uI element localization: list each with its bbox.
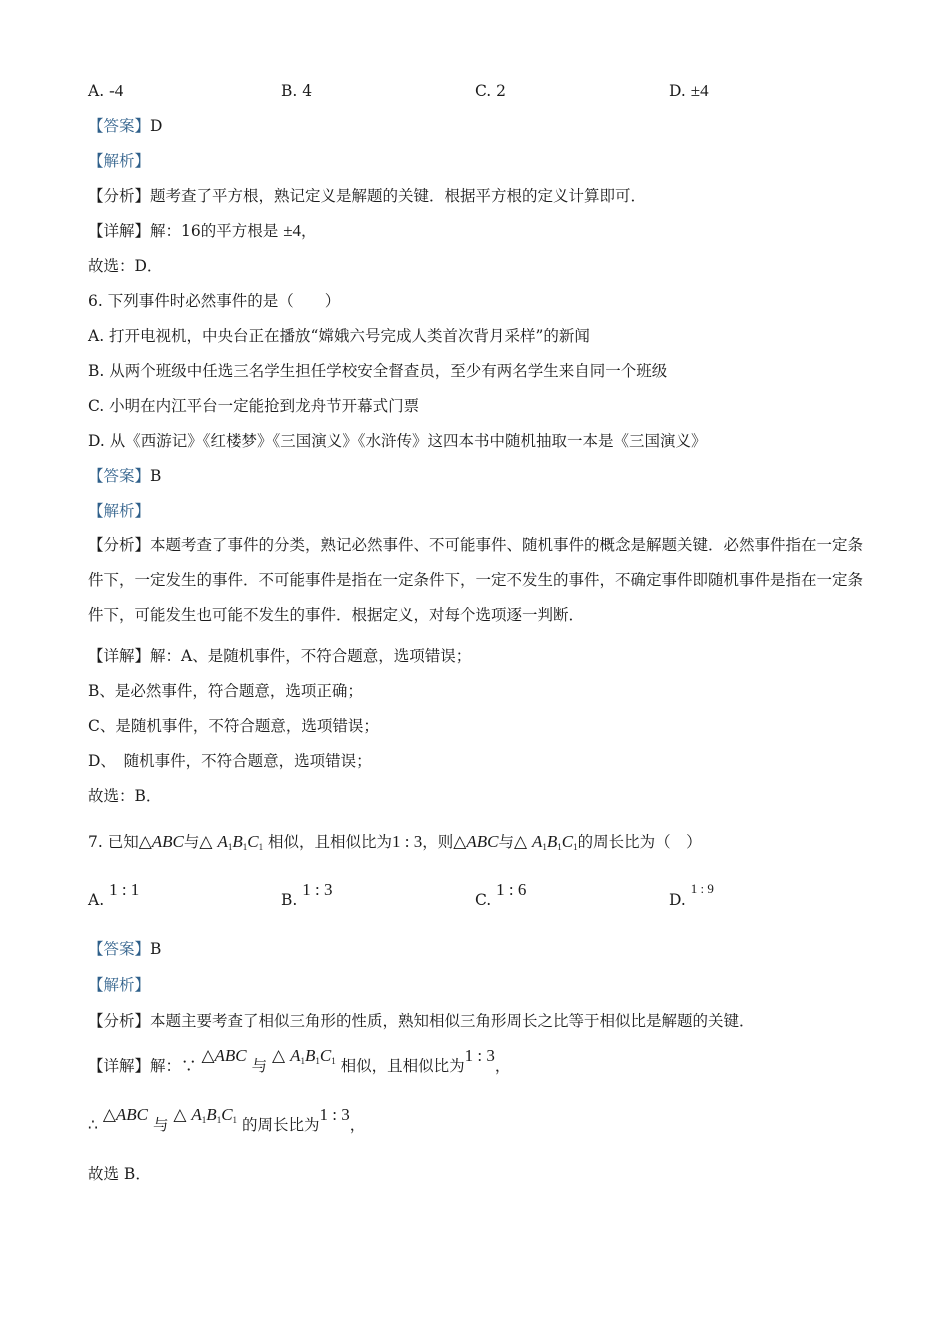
q6-fenxi: 【分析】本题考查了事件的分类，熟记必然事件、不可能事件、随机事件的概念是解题关键．必然事件指在一定条件下，一定发生的事件．不可能事件是指在一定条件下，一定不发生的事件，不确定事件即随机事件是指在一定条件下，可能发生也可能不发生的事件．根据定义，对每个选项逐一判断．: [88, 536, 864, 624]
q5-option-c: C. 2: [475, 82, 507, 100]
q6-option-a: A. 打开电视机，中央台正在播放“嫦娥六号完成人类首次背月采样”的新闻: [88, 327, 590, 345]
q6-choose: 故选：B．: [88, 787, 162, 805]
q5-option-d: D. ±4: [669, 81, 709, 100]
q5-option-a: A. -4: [88, 81, 124, 100]
q7-detail: 【详解】解：∵ △ABC 与 △ $A_1B_1C_1$ 相似，且相似比为1 : 3，: [88, 1046, 511, 1075]
q6-detail-c: C、是随机事件，不符合题意，选项错误；: [88, 717, 379, 735]
q7-option-a: A. 1 : 1: [88, 880, 140, 909]
q6-option-d: D. 从《西游记》《红楼梦》《三国演义》《水浒传》这四本书中随机抽取一本是《三国演义》: [88, 432, 707, 450]
q7-option-c: C. 1 : 6: [475, 880, 527, 909]
q7-fenxi: 【分析】本题主要考查了相似三角形的性质，熟知相似三角形周长之比等于相似比是解题的关键．: [88, 1012, 755, 1030]
q6-option-b: B. 从两个班级中任选三名学生担任学校安全督查员，至少有两名学生来自同一个班级: [88, 362, 668, 380]
q6-detail-d: D、 随机事件，不符合题意，选项错误；: [88, 752, 372, 770]
q7-stem: 7. 已知△ABC与△ $A_1B_1C_1$ 相似，且相似比为1 : 3，则△ABC与△ $A_1B_1C_1$的周长比为（ ）: [88, 832, 702, 852]
q6-stem: 6. 下列事件时必然事件的是（ ）: [88, 292, 341, 310]
q6-detail: 【详解】解：A、是随机事件，不符合题意，选项错误；: [88, 647, 472, 665]
q7-choose: 故选 B．: [88, 1165, 151, 1183]
q7-analysis-heading: 【解析】: [88, 976, 151, 994]
q6-analysis-heading: 【解析】: [88, 502, 151, 520]
q6-answer: 【答案】B: [88, 467, 162, 485]
q7-option-d: D. $^{1 : 9}$: [669, 881, 714, 909]
q5-detail: 【详解】解：16的平方根是 ±4，: [88, 221, 317, 240]
q7-therefore: ∴ △ABC 与 △ $A_1B_1C_1$ 的周长比为1 : 3，: [88, 1105, 366, 1134]
q6-option-c: C. 小明在内江平台一定能抢到龙舟节开幕式门票: [88, 397, 420, 415]
q6-detail-b: B、是必然事件，符合题意，选项正确；: [88, 682, 363, 700]
q5-analysis-heading: 【解析】: [88, 152, 151, 170]
q7-answer: 【答案】B: [88, 940, 162, 958]
q5-option-b: B. 4: [281, 82, 313, 100]
q5-choose: 故选：D．: [88, 257, 163, 275]
q5-fenxi: 【分析】题考查了平方根，熟记定义是解题的关键．根据平方根的定义计算即可．: [88, 187, 647, 205]
q5-answer: 【答案】D: [88, 117, 163, 135]
q7-option-b: B. 1 : 3: [281, 880, 333, 909]
